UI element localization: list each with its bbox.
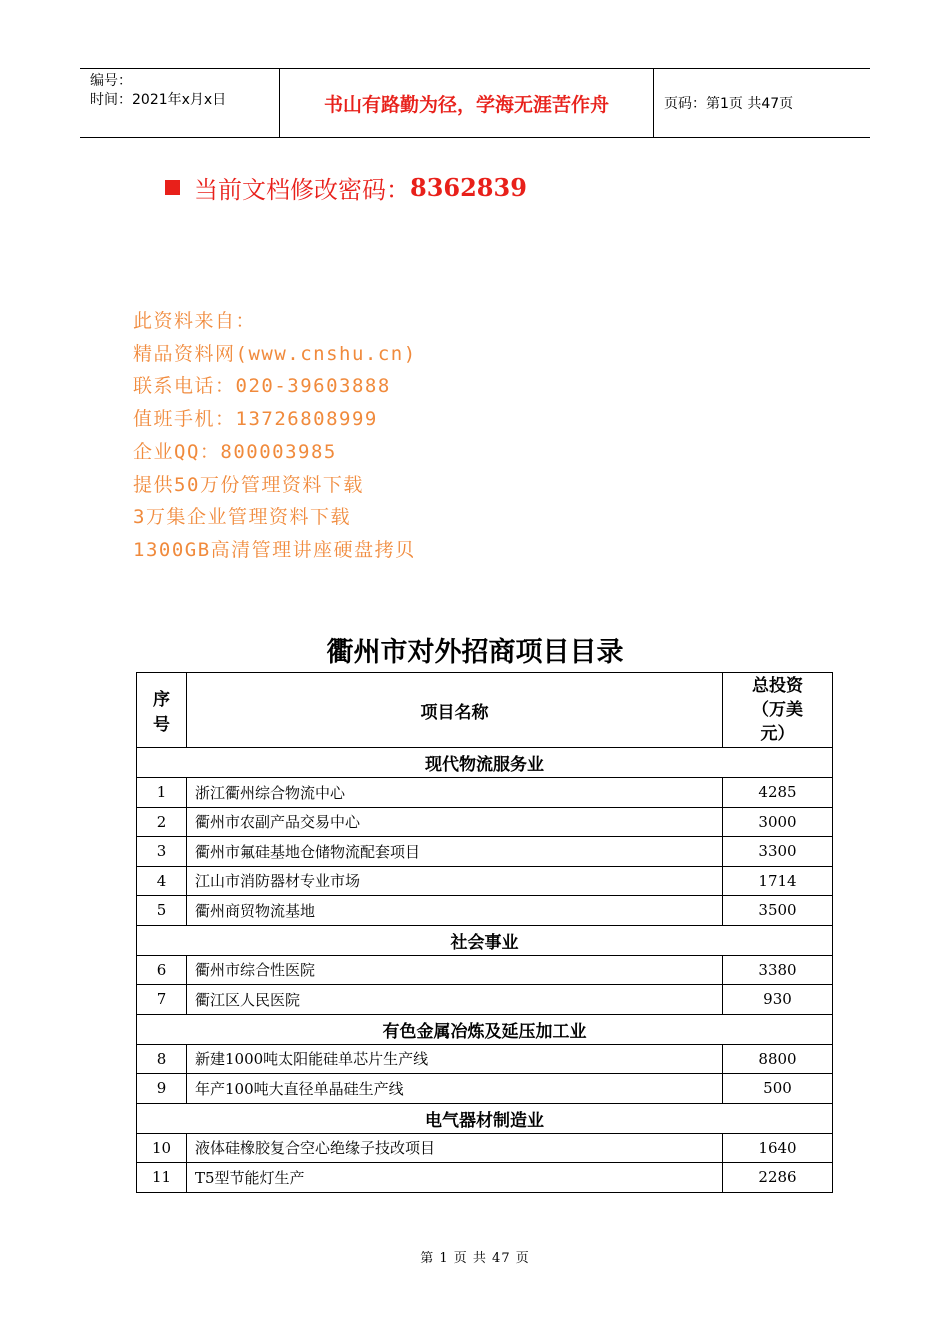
row-index: 3 [137,837,187,867]
number-label: 编号： [90,73,132,89]
row-index: 2 [137,807,187,837]
section-title: 社会事业 [137,925,833,955]
col-investment-header-line: 元） [760,724,795,744]
table-row [137,778,833,808]
row-project-name: 液体硅橡胶复合空心绝缘子技改项目 [187,1133,723,1163]
table-header-row [137,673,833,748]
header-page-info: 页码：第1页 共47页 [664,96,794,112]
row-investment: 8800 [723,1044,833,1074]
page-header [80,68,870,138]
row-project-name: 浙江衢州综合物流中心 [187,778,723,808]
info-line: 提供50万份管理资料下载 [133,473,364,496]
row-index: 4 [137,866,187,896]
password-line [165,170,527,205]
info-line: 联系电话：020-39603888 [133,375,391,398]
table-row [137,1133,833,1163]
row-project-name: 江山市消防器材专业市场 [187,866,723,896]
table-row [137,955,833,985]
table-row [137,1074,833,1104]
header-meta [80,69,280,137]
row-index: 11 [137,1163,187,1193]
row-investment: 1640 [723,1133,833,1163]
section-row [137,1014,833,1044]
section-row [137,748,833,778]
info-line: 1300GB高清管理讲座硬盘拷贝 [133,538,416,561]
row-investment: 3500 [723,896,833,926]
table-row [137,807,833,837]
row-investment: 4285 [723,778,833,808]
row-project-name: 新建1000吨太阳能硅单芯片生产线 [187,1044,723,1074]
row-investment: 3000 [723,807,833,837]
row-index: 5 [137,896,187,926]
page-footer: 第 1 页 共 47 页 [420,1251,530,1266]
row-investment: 930 [723,985,833,1015]
table-row [137,896,833,926]
row-investment: 500 [723,1074,833,1104]
row-investment: 1714 [723,866,833,896]
row-index: 1 [137,778,187,808]
col-name-header: 项目名称 [187,673,723,748]
table-row [137,866,833,896]
info-line: 企业QQ：800003985 [133,440,337,463]
square-bullet-icon [165,180,180,195]
col-investment-header-line: （万美 [752,700,803,720]
row-investment: 2286 [723,1163,833,1193]
password-code: 8362839 [410,173,527,202]
table-row [137,1044,833,1074]
row-index: 9 [137,1074,187,1104]
row-project-name: 衢州市综合性医院 [187,955,723,985]
row-index: 7 [137,985,187,1015]
password-label: 当前文档修改密码： [194,176,410,204]
row-project-name: 衢州市农副产品交易中心 [187,807,723,837]
col-investment-header-line: 总投资 [752,676,803,696]
document-title: 衢州市对外招商项目目录 [326,637,624,668]
row-project-name: 衢江区人民医院 [187,985,723,1015]
table-row [137,1163,833,1193]
col-index-header [137,673,187,748]
row-index: 6 [137,955,187,985]
col-investment-header [723,673,833,748]
info-line: 精品资料网(www.cnshu.cn) [133,342,417,365]
table-row [137,985,833,1015]
row-project-name: 年产100吨大直径单晶硅生产线 [187,1074,723,1104]
row-investment: 3380 [723,955,833,985]
section-row [137,925,833,955]
row-investment: 3300 [723,837,833,867]
row-index: 10 [137,1133,187,1163]
col-index-header-line: 号 [153,715,170,735]
table-row [137,837,833,867]
row-project-name: 衢州市氟硅基地仓储物流配套项目 [187,837,723,867]
info-line: 3万集企业管理资料下载 [133,506,351,529]
section-title: 现代物流服务业 [137,748,833,778]
time-label: 时间：2021年x月x日 [90,92,227,108]
section-title: 电气器材制造业 [137,1103,833,1133]
header-motto: 书山有路勤为径，学海无涯苦作舟 [280,69,654,137]
row-project-name: T5型节能灯生产 [187,1163,723,1193]
info-line: 此资料来自： [133,310,257,332]
source-info [133,305,417,567]
info-line: 值班手机：13726808999 [133,408,378,431]
col-index-header-line: 序 [153,690,170,710]
row-index: 8 [137,1044,187,1074]
row-project-name: 衢州商贸物流基地 [187,896,723,926]
section-row [137,1103,833,1133]
project-table [136,672,833,1193]
section-title: 有色金属冶炼及延压加工业 [137,1014,833,1044]
